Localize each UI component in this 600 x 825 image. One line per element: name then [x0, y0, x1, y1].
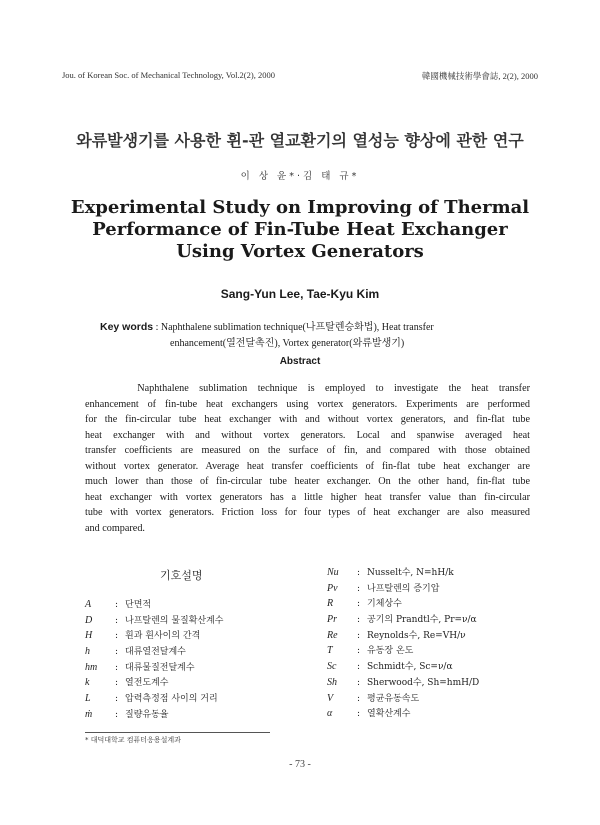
nomenclature-description: Schmidt수, Sc=ν/α: [367, 662, 453, 673]
nomenclature-symbol: V: [327, 692, 334, 704]
footnote-rule: [85, 732, 270, 733]
nomenclature-entry: V : 평균유동속도: [327, 691, 479, 707]
nomenclature-entry: D : 나프탈렌의 물질확산계수: [85, 613, 224, 629]
nomenclature-description: 유동장 온도: [367, 646, 414, 657]
nomenclature-description: 평균유동속도: [367, 693, 420, 704]
abstract-line: Naphthalene sublimation technique is employed to investigate the heat transfer: [85, 383, 530, 394]
abstract-line: tube with vortex generators. Friction loss for four types of heat exchanger are also measured: [85, 507, 530, 518]
abstract-line: without vortex generator. Average heat transfer coefficients of fin-flat tube heat exchanger are: [85, 460, 530, 472]
nomenclature-description: 대류물질전달계수: [125, 662, 195, 673]
nomenclature-symbol: Pr: [327, 614, 337, 626]
abstract-line: and compared.: [85, 522, 145, 534]
korean-title: 와류발생기를 사용한 휜-관 열교환기의 열성능 향상에 관한 연구: [76, 131, 524, 150]
abstract-line: much lower than those of fin-circular tube heater exchanger. On the other hand, fin-flat tube: [85, 476, 530, 487]
abstract-line: for the fin-circular tube heat exchanger with and without vortex generators, and fin-flat tube: [85, 414, 530, 425]
nomenclature-description: 나프탈렌의 증기압: [367, 583, 440, 594]
nomenclature-symbol: H: [85, 630, 93, 642]
nomenclature-entry: Sc : Schmidt수, Sc=ν/α: [327, 659, 479, 675]
nomenclature-description: 열확산계수: [367, 709, 411, 720]
nomenclature-entry: H : 휜과 휜사이의 간격: [85, 628, 224, 644]
nomenclature-symbol: L: [85, 693, 91, 705]
english-title-line: Experimental Study on Improving of Thermal: [70, 197, 530, 218]
abstract-heading: Abstract: [279, 356, 321, 367]
nomenclature-entry: k : 열전도계수: [85, 675, 224, 691]
nomenclature-description: Sherwood수, Sh=hmH/D: [367, 677, 480, 688]
nomenclature-description: 기체상수: [367, 599, 402, 610]
nomenclature-left-column: [85, 597, 224, 723]
nomenclature-description: Nusselt수, N=hH/k: [367, 568, 454, 578]
nomenclature-description: 나프탈렌의 물질확산계수: [125, 615, 224, 626]
abstract-line: transfer coefficients are measured on the surface of fin, and compared with those obtained: [85, 445, 530, 456]
nomenclature-entry: Pr : 공기의 Prandtl수, Pr=ν/α: [327, 612, 479, 628]
abstract-body: [85, 381, 530, 536]
nomenclature-symbol: Nu: [327, 567, 339, 578]
nomenclature-entry: Nu : Nusselt수, N=hH/k: [327, 565, 479, 581]
nomenclature-symbol: D: [85, 614, 93, 626]
keywords-label: Key words: [100, 321, 154, 333]
nomenclature-description: 대류열전달계수: [125, 647, 186, 658]
nomenclature-symbol: k: [85, 677, 90, 689]
keywords: [100, 319, 560, 352]
nomenclature-entry: hm : 대류물질전달계수: [85, 660, 224, 676]
keywords-line: : Naphthalene sublimation technique(나프탈렌승화법), Heat transfer: [153, 322, 434, 333]
nomenclature-symbol: ṁ: [85, 708, 93, 720]
nomenclature-entry: Pv : 나프탈렌의 증기압: [327, 581, 479, 597]
journal-header-right: 韓國機械技術學會誌, 2(2), 2000: [421, 71, 538, 81]
abstract-line: heat exchanger with and without vortex generators. Local and spanwise averaged heat: [85, 429, 530, 441]
nomenclature-symbol: R: [327, 598, 334, 610]
nomenclature-symbol: A: [85, 599, 92, 610]
nomenclature-description: 휜과 휜사이의 간격: [125, 631, 201, 642]
nomenclature-symbol: T: [327, 645, 333, 657]
nomenclature-symbol: Sh: [327, 676, 337, 688]
nomenclature-symbol: h: [85, 646, 90, 658]
nomenclature-description: 공기의 Prandtl수, Pr=ν/α: [367, 615, 477, 626]
english-authors: Sang-Yun Lee, Tae-Kyu Kim: [220, 287, 380, 301]
nomenclature-entry: h : 대류열전달계수: [85, 644, 224, 660]
english-title-line: Using Vortex Generators: [176, 241, 424, 262]
nomenclature-entry: T : 유동장 온도: [327, 643, 479, 659]
nomenclature-description: Reynolds수, Re=VH/ν: [367, 630, 466, 641]
nomenclature-heading: 기호설명: [160, 569, 203, 582]
nomenclature-entry: R : 기체상수: [327, 596, 479, 612]
nomenclature-symbol: Sc: [327, 661, 337, 673]
nomenclature-entry: ṁ : 질량유동율: [85, 707, 224, 723]
nomenclature-description: 질량유동율: [125, 709, 169, 720]
journal-header-left: Jou. of Korean Soc. of Mechanical Technology, Vol.2(2), 2000: [62, 70, 275, 80]
nomenclature-entry: A : 단면적: [85, 597, 224, 613]
nomenclature-entry: α : 열확산계수: [327, 706, 479, 722]
nomenclature-entry: Re : Reynolds수, Re=VH/ν: [327, 628, 479, 644]
nomenclature-right-column: [327, 565, 479, 722]
nomenclature-description: 단면적: [125, 600, 152, 610]
nomenclature-symbol: hm: [85, 661, 98, 673]
nomenclature-symbol: Re: [327, 629, 338, 641]
nomenclature-entry: Sh : Sherwood수, Sh=hmH/D: [327, 675, 479, 691]
nomenclature-description: 압력측정점 사이의 거리: [125, 694, 218, 705]
korean-authors: 이 상 윤*·김 태 규*: [240, 171, 360, 182]
keywords-line: enhancement(열전달촉진), Vortex generator(와류발생기): [170, 338, 405, 349]
footnote: * 대덕대학교 컴퓨터응용설계과: [85, 736, 181, 744]
abstract-line: heat exchanger with vortex generators has a little higher heat transfer value than fin-circular: [85, 491, 530, 503]
nomenclature-entry: L : 압력측정점 사이의 거리: [85, 691, 224, 707]
nomenclature-description: 열전도계수: [125, 678, 169, 689]
abstract-line: enhancement of fin-tube heat exchangers using vortex generators. Experiments are performed: [85, 398, 530, 410]
page-number: - 73 -: [289, 759, 311, 770]
english-title: [60, 197, 540, 263]
nomenclature-symbol: α: [327, 708, 333, 720]
english-title-line: Performance of Fin-Tube Heat Exchanger: [92, 219, 508, 240]
nomenclature-symbol: Pv: [327, 582, 338, 594]
